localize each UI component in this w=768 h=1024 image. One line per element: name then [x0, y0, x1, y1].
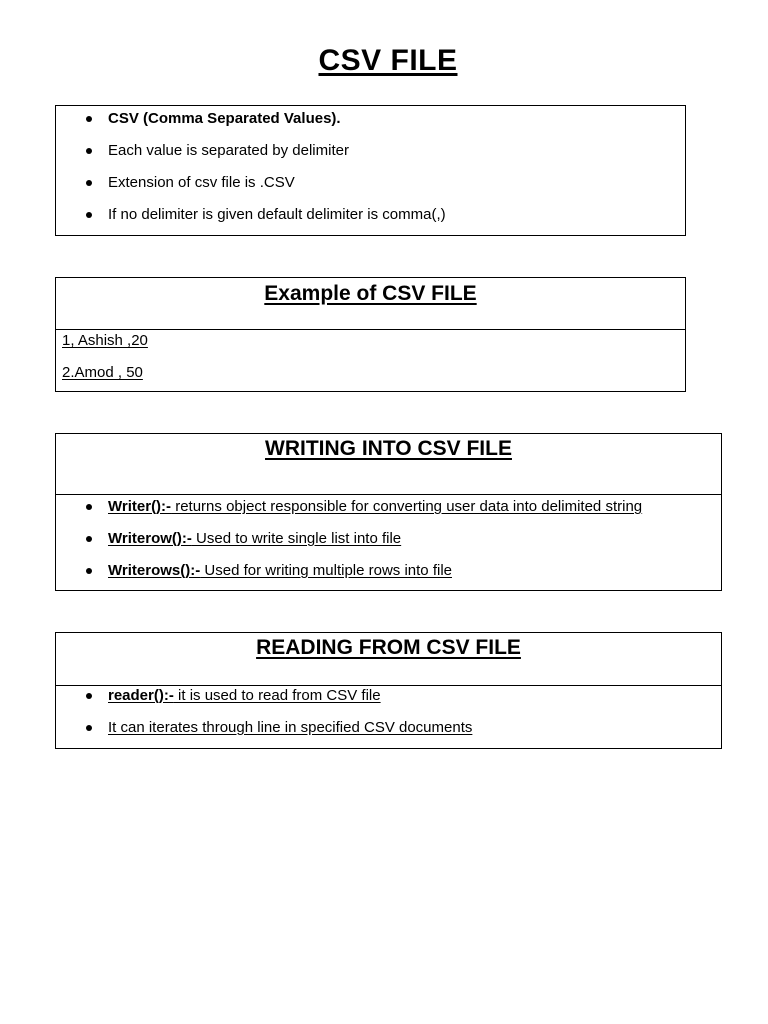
list-item	[56, 719, 721, 737]
list-item	[56, 206, 685, 224]
writing-item-desc: Used to write single list into file	[191, 530, 402, 547]
writing-heading	[56, 434, 721, 495]
writing-box	[55, 433, 722, 591]
list-item	[56, 530, 721, 548]
example-rows	[56, 330, 685, 382]
page-title: CSV FILE	[318, 44, 458, 77]
list-item	[56, 687, 721, 705]
intro-item-text: Extension of csv file is .CSV	[108, 174, 295, 191]
writing-heading-text: WRITING INTO CSV FILE	[265, 437, 512, 460]
example-row	[56, 364, 685, 382]
writing-item-term: Writerows():-	[108, 562, 201, 579]
list-item	[56, 498, 721, 516]
list-item	[56, 110, 685, 128]
reading-list	[56, 686, 721, 737]
example-heading	[56, 278, 685, 330]
list-item	[56, 142, 685, 160]
reading-heading	[56, 633, 721, 686]
writing-item-term: Writerow():-	[108, 530, 192, 547]
example-row-text: 2.Amod , 50	[62, 364, 143, 381]
writing-list	[56, 495, 721, 580]
reading-item-desc: It can iterates through line in specified CSV documents	[108, 719, 473, 736]
list-item	[56, 174, 685, 192]
intro-item-text: Each value is separated by delimiter	[108, 142, 349, 159]
example-row-text: 1, Ashish ,20	[62, 332, 148, 349]
reading-item-term: reader():-	[108, 687, 174, 704]
example-heading-text: Example of CSV FILE	[264, 282, 477, 305]
intro-list	[56, 106, 685, 224]
example-row	[56, 332, 685, 350]
example-box	[55, 277, 686, 392]
writing-item-term: Writer():-	[108, 498, 172, 515]
writing-item-desc: returns object responsible for converting user data into delimited string	[171, 498, 643, 515]
reading-heading-text: READING FROM CSV FILE	[256, 636, 521, 659]
list-item	[56, 562, 721, 580]
intro-item-text: CSV (Comma Separated Values).	[108, 110, 341, 127]
intro-item-text: If no delimiter is given default delimiter is comma(,)	[108, 206, 446, 223]
intro-box	[55, 105, 686, 236]
reading-box	[55, 632, 722, 749]
reading-item-desc: it is used to read from CSV file	[173, 687, 381, 704]
writing-item-desc: Used for writing multiple rows into file	[200, 562, 452, 579]
